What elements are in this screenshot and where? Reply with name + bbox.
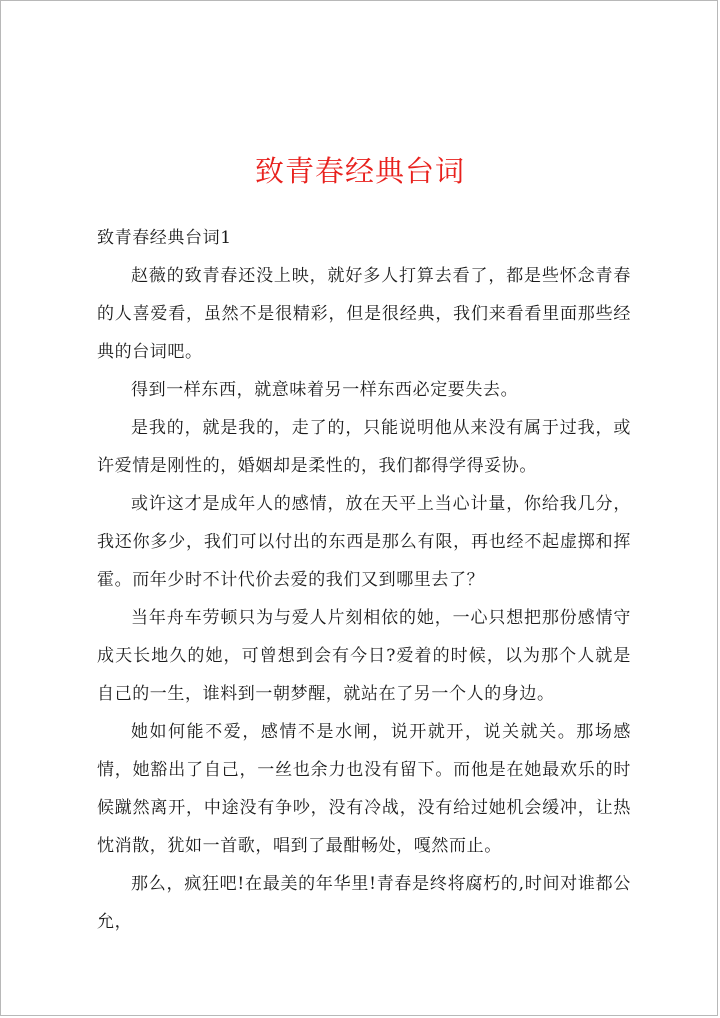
- paragraph: 那么，疯狂吧!在最美的年华里!青春是终将腐朽的,时间对谁都公允，: [97, 874, 631, 932]
- section-heading: 致青春经典台词1: [97, 228, 232, 248]
- paragraph: 她如何能不爱，感情不是水闸，说开就开，说关就关。那场感情，她豁出了自己，一丝也余力也没有留下。而他是在她最欢乐的时候蹴然离开，中途没有争吵，没有冷战，没有给过她机会缓冲，让热忱消散，犹如一首歌，唱到了最酣畅处，嘎然而止。: [97, 722, 631, 856]
- paragraph: 赵薇的致青春还没上映，就好多人打算去看了，都是些怀念青春的人喜爱看，虽然不是很精彩，但是很经典，我们来看看里面那些经典的台词吧。: [97, 266, 631, 362]
- document-body: [97, 219, 631, 941]
- paragraph: 当年舟车劳顿只为与爱人片刻相依的她，一心只想把那份感情守成天长地久的她，可曾想到会有今日?爱着的时候，以为那个人就是自己的一生，谁料到一朝梦醒，就站在了另一个人的身边。: [97, 608, 631, 704]
- paragraph: 是我的，就是我的，走了的，只能说明他从来没有属于过我，或许爱情是刚性的，婚姻却是柔性的，我们都得学得妥协。: [97, 418, 631, 476]
- document-title: 致青春经典台词: [254, 154, 465, 188]
- paragraph: 得到一样东西，就意味着另一样东西必定要失去。: [131, 380, 519, 400]
- paragraph: 或许这才是成年人的感情，放在天平上当心计量，你给我几分，我还你多少，我们可以付出的东西是那么有限，再也经不起虚掷和挥霍。而年少时不计代价去爱的我们又到哪里去了？: [97, 494, 631, 590]
